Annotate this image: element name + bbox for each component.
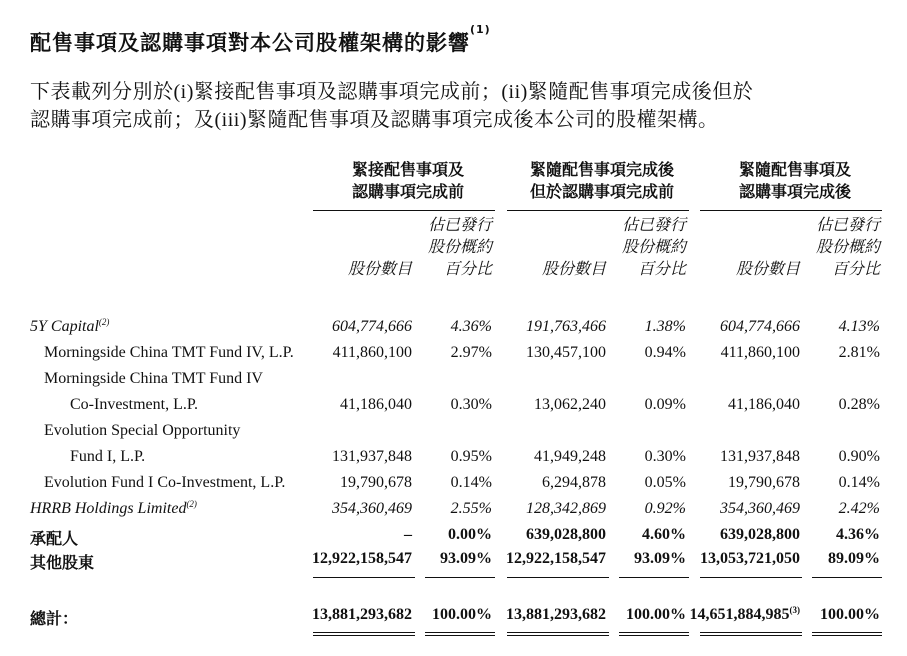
table-cell: 41,186,040 <box>728 396 800 413</box>
table-cell: 41,949,248 <box>534 448 606 465</box>
pct-header-3-l1: 佔已發行 <box>815 215 880 234</box>
table-row-evolution-coinv <box>30 474 880 499</box>
shares-header-2-text: 股份數目 <box>541 259 606 278</box>
table-cell: 0.92% <box>644 500 686 517</box>
table-cell: 19,790,678 <box>340 474 412 491</box>
row-label: Morningside China TMT Fund IV <box>44 370 263 387</box>
table-cell: 4.13% <box>838 318 880 335</box>
table-cell: 13,881,293,682 <box>506 606 606 623</box>
table-cell: 0.90% <box>838 448 880 465</box>
row-label: Evolution Special Opportunity <box>44 422 241 439</box>
total-label: 總計： <box>30 609 79 628</box>
shares-header-3 <box>700 258 800 280</box>
table-cell: 100.00% <box>432 606 492 623</box>
table-row-total <box>30 606 880 631</box>
row-label <box>30 318 109 336</box>
total-top-rule-1 <box>313 577 415 578</box>
table-cell: 191,763,466 <box>526 318 606 335</box>
table-cell <box>690 606 801 624</box>
col-group-header-2-line1: 緊隨配售事項完成後 <box>529 160 674 179</box>
table-cell: 89.09% <box>828 550 880 567</box>
header-rule-1 <box>313 210 495 211</box>
total-bottom-rule-5b <box>700 635 802 636</box>
table-cell: – <box>404 526 412 543</box>
col-group-header-1-line2: 認購事項完成前 <box>351 182 464 201</box>
table-row-evolution-special-title <box>30 422 880 447</box>
table-cell: 131,937,848 <box>720 448 800 465</box>
pct-header-1-l2: 股份概約 <box>427 237 492 256</box>
table-cell: 0.94% <box>644 344 686 361</box>
total-bottom-rule-4a <box>619 632 689 633</box>
pct-header-2 <box>608 214 686 280</box>
row-label: 承配人 <box>30 529 79 548</box>
pct-header-1 <box>414 214 492 280</box>
section-title <box>30 23 491 57</box>
table-cell: 2.97% <box>450 344 492 361</box>
pct-header-2-l2: 股份概約 <box>621 237 686 256</box>
table-row-morningside-coinv <box>30 396 880 421</box>
total-value-5: 14,651,884,985 <box>689 606 790 623</box>
total-top-rule-3 <box>507 577 609 578</box>
pct-header-1-l1: 佔已發行 <box>427 215 492 234</box>
table-cell: 4.36% <box>450 318 492 335</box>
col-group-header-2 <box>507 159 697 203</box>
table-cell: 0.28% <box>838 396 880 413</box>
total-bottom-rule-1a <box>313 632 415 633</box>
table-cell: 0.05% <box>644 474 686 491</box>
table-row-morningside-coinv-title <box>30 370 880 395</box>
total-bottom-rule-6a <box>812 632 882 633</box>
total-top-rule-2 <box>425 577 495 578</box>
total-top-rule-6 <box>812 577 882 578</box>
pct-header-1-l3: 百分比 <box>443 259 492 278</box>
total-bottom-rule-2b <box>425 635 495 636</box>
total-footnote: (3) <box>789 605 800 615</box>
row-label: Fund I, L.P. <box>70 448 146 465</box>
table-cell: 2.42% <box>838 500 880 517</box>
total-bottom-rule-1b <box>313 635 415 636</box>
col-group-header-3 <box>700 159 890 203</box>
table-cell: 354,360,469 <box>720 500 800 517</box>
table-cell: 93.09% <box>634 550 686 567</box>
col-group-header-1-line1: 緊接配售事項及 <box>351 160 464 179</box>
shares-header-1-text: 股份數目 <box>347 259 412 278</box>
table-cell: 0.09% <box>644 396 686 413</box>
shares-header-3-text: 股份數目 <box>735 259 800 278</box>
row-label: Morningside China TMT Fund IV, L.P. <box>44 344 294 361</box>
col-group-header-3-line1: 緊隨配售事項及 <box>738 160 851 179</box>
table-cell: 604,774,666 <box>720 318 800 335</box>
total-bottom-rule-2a <box>425 632 495 633</box>
table-cell: 12,922,158,547 <box>312 550 412 567</box>
total-top-rule-5 <box>700 577 802 578</box>
table-cell: 2.55% <box>450 500 492 517</box>
table-cell: 0.95% <box>450 448 492 465</box>
table-cell: 41,186,040 <box>340 396 412 413</box>
table-cell: 131,937,848 <box>332 448 412 465</box>
table-cell: 93.09% <box>440 550 492 567</box>
title-footnote: (1) <box>470 23 491 36</box>
header-rule-3 <box>700 210 882 211</box>
row-label: Co-Investment, L.P. <box>70 396 198 413</box>
table-cell: 0.14% <box>838 474 880 491</box>
row-label: 其他股東 <box>30 553 95 572</box>
table-cell: 4.36% <box>836 526 880 543</box>
table-cell: 130,457,100 <box>526 344 606 361</box>
table-cell: 13,881,293,682 <box>312 606 412 623</box>
table-cell: 0.30% <box>644 448 686 465</box>
row-label-text: 5Y Capital <box>30 318 99 335</box>
section-title-text: 配售事項及認購事項對本公司股權架構的影響 <box>30 31 470 55</box>
table-cell: 604,774,666 <box>332 318 412 335</box>
table-row-evolution-special <box>30 448 880 473</box>
table-cell: 100.00% <box>626 606 686 623</box>
shares-header-1 <box>312 258 412 280</box>
table-cell: 1.38% <box>644 318 686 335</box>
table-cell: 0.14% <box>450 474 492 491</box>
total-bottom-rule-3b <box>507 635 609 636</box>
table-row-5y-capital <box>30 318 880 343</box>
table-row-placees <box>30 526 880 551</box>
total-bottom-rule-5a <box>700 632 802 633</box>
total-bottom-rule-3a <box>507 632 609 633</box>
table-cell: 4.60% <box>642 526 686 543</box>
col-group-header-3-line2: 認購事項完成後 <box>738 182 851 201</box>
table-cell: 639,028,800 <box>720 526 800 543</box>
total-bottom-rule-6b <box>812 635 882 636</box>
row-label-text: HRRB Holdings Limited <box>30 500 187 517</box>
pct-header-3-l3: 百分比 <box>831 259 880 278</box>
table-cell: 13,053,721,050 <box>700 550 800 567</box>
col-group-header-2-line2: 但於認購事項完成前 <box>529 182 674 201</box>
table-cell: 2.81% <box>838 344 880 361</box>
table-cell: 13,062,240 <box>534 396 606 413</box>
intro-paragraph <box>30 78 885 134</box>
row-footnote: (2) <box>186 499 197 509</box>
table-row-morningside-iv <box>30 344 880 369</box>
row-label: Evolution Fund I Co-Investment, L.P. <box>44 474 286 491</box>
total-bottom-rule-4b <box>619 635 689 636</box>
table-cell: 0.30% <box>450 396 492 413</box>
table-cell: 128,342,869 <box>526 500 606 517</box>
header-rule-2 <box>507 210 689 211</box>
table-cell: 411,860,100 <box>332 344 412 361</box>
table-row-other-shareholders <box>30 550 880 575</box>
row-label <box>30 500 197 518</box>
table-row-hrrb <box>30 500 880 525</box>
pct-header-2-l3: 百分比 <box>637 259 686 278</box>
table-cell: 411,860,100 <box>720 344 800 361</box>
table-cell: 6,294,878 <box>542 474 606 491</box>
table-cell: 0.00% <box>448 526 492 543</box>
intro-line-2: 認購事項完成前；及(iii)緊隨配售事項及認購事項完成後本公司的股權架構。 <box>30 109 719 131</box>
row-footnote: (2) <box>98 317 110 327</box>
pct-header-2-l1: 佔已發行 <box>621 215 686 234</box>
total-top-rule-4 <box>619 577 689 578</box>
col-group-header-1 <box>313 159 503 203</box>
shares-header-2 <box>506 258 606 280</box>
table-cell: 19,790,678 <box>728 474 800 491</box>
table-cell: 354,360,469 <box>332 500 412 517</box>
table-cell: 100.00% <box>820 606 880 623</box>
pct-header-3-l2: 股份概約 <box>815 237 880 256</box>
pct-header-3 <box>802 214 880 280</box>
table-cell: 12,922,158,547 <box>506 550 606 567</box>
intro-line-1: 下表載列分別於(i)緊接配售事項及認購事項完成前；(ii)緊隨配售事項完成後但於 <box>30 81 754 103</box>
table-cell: 639,028,800 <box>526 526 606 543</box>
